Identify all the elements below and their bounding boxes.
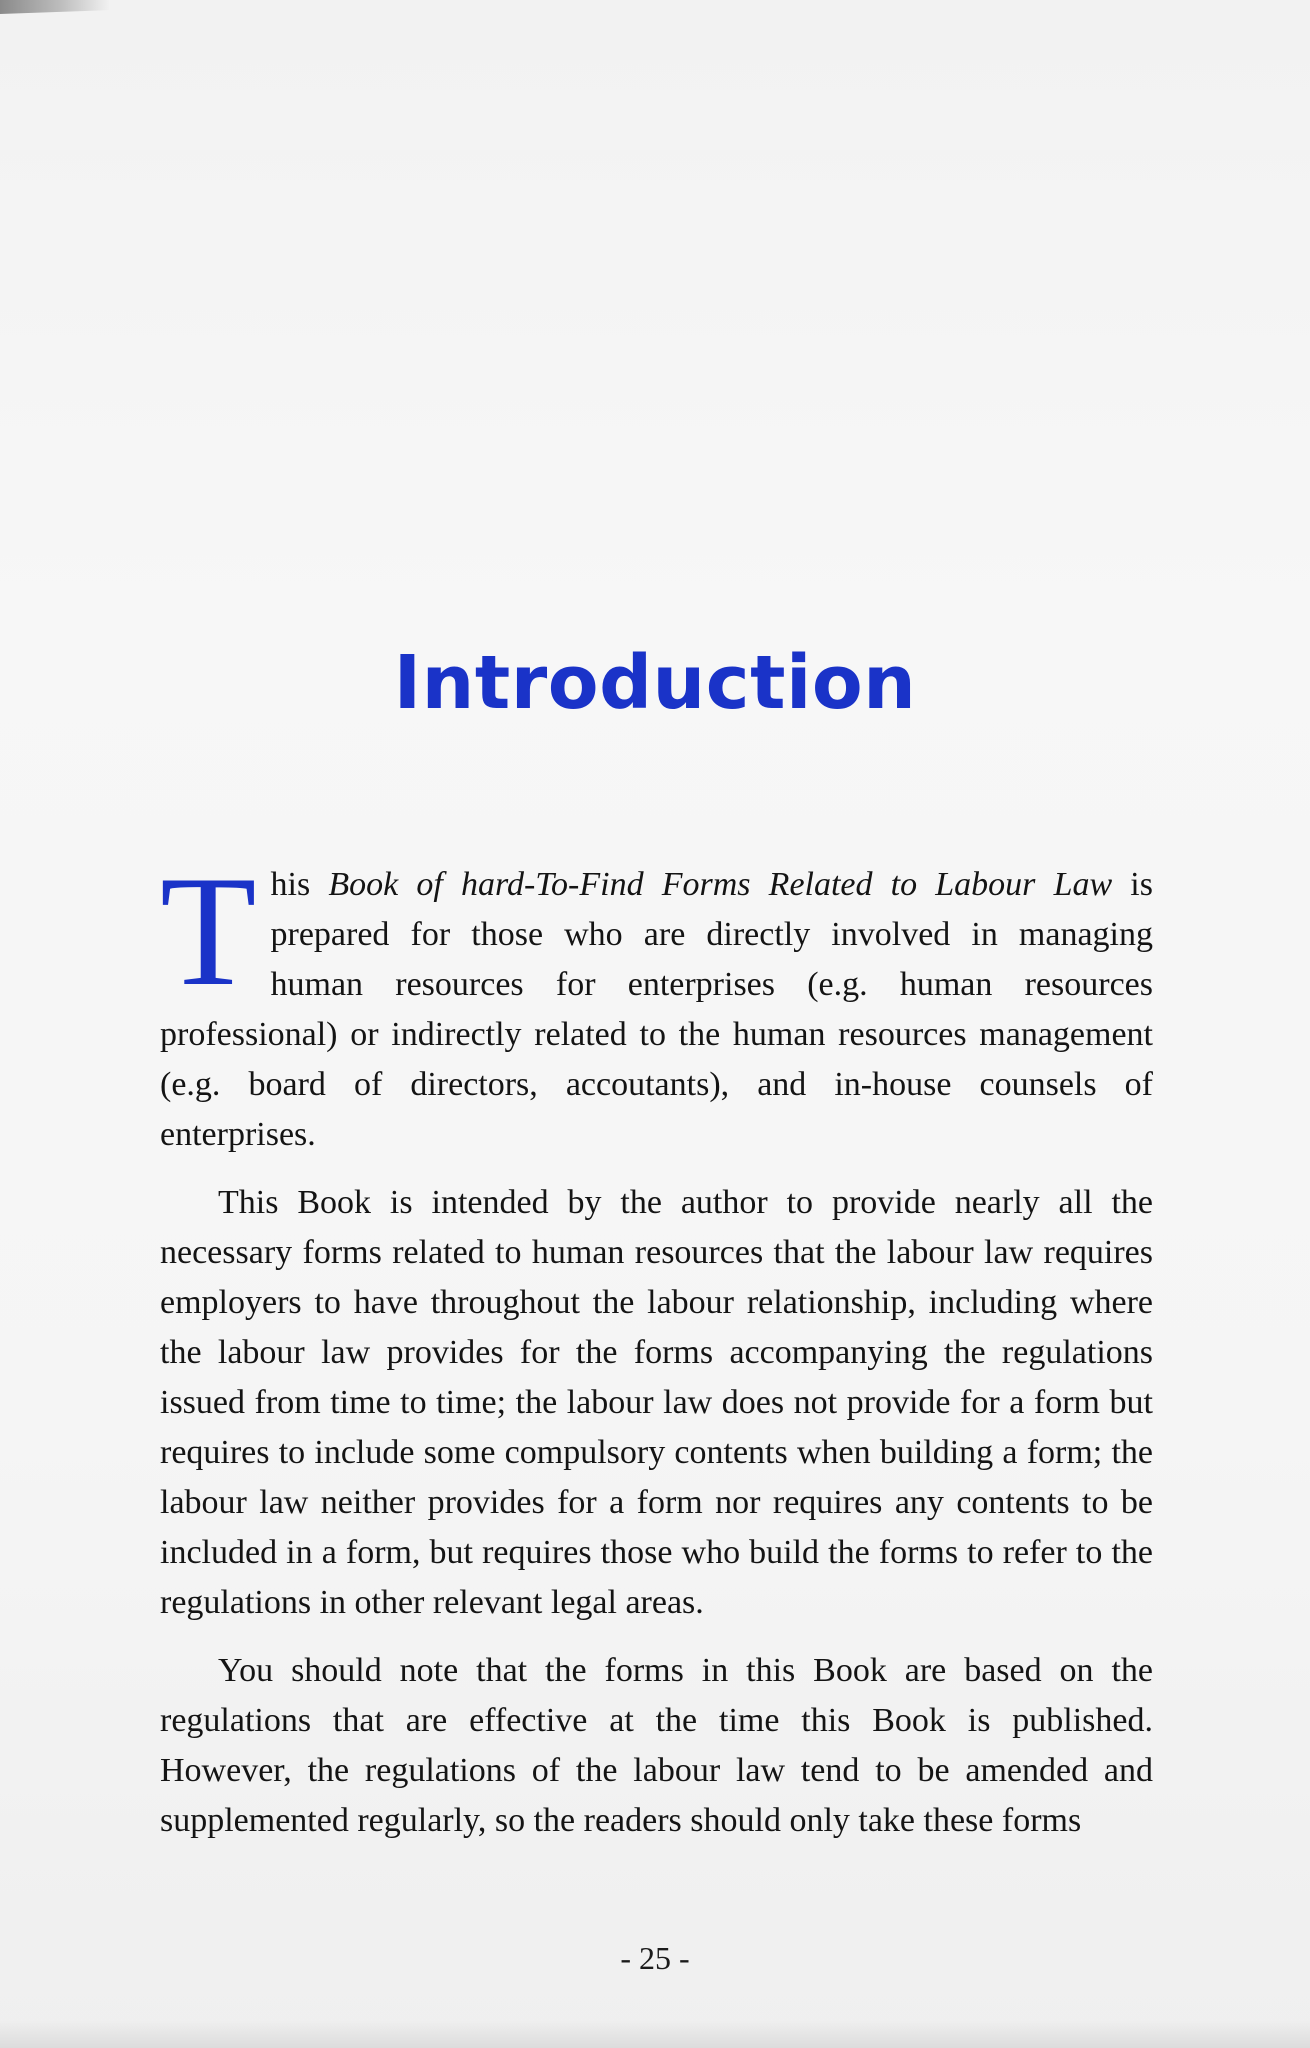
intro-paragraph-3: You should note that the forms in this Book are based on the regulations that are effective at the time this Book is published. However, the regulations of the labour law tend to be amended and supplemented regularly, so the readers should only take these forms: [160, 1652, 1153, 1839]
drop-cap-letter: T: [160, 844, 257, 1019]
intro-paragraph-1: [160, 844, 1153, 1160]
paragraph-lead: his: [270, 866, 329, 903]
body-text: [160, 844, 1153, 1864]
page-number: - 25 -: [620, 1940, 690, 1976]
intro-paragraph-2: This Book is intended by the author to provide nearly all the necessary forms related to human resources that the labour law requires employers to have throughout the labour relationship, including where the labour law provides for the forms accompanying the regulations issued from time to time; the labour law does not provide for a form but requires to include some compulsory contents when building a form; the labour law neither provides for a form nor requires any contents to be included in a form, but requires those who build the forms to refer to the regulations in other relevant legal areas.: [160, 1184, 1153, 1621]
page-bottom-edge: [0, 2020, 1310, 2048]
page-title: Introduction: [393, 640, 917, 726]
paragraph-rest: is prepared for those who are directly involved in managing human resources for enterprises (e.g. human resources professional) or indirectly related to the human resources management (e.g. board of directors, accoutants), and in-house counsels of enterprises.: [160, 866, 1153, 1153]
page-corner-shadow: [0, 0, 110, 14]
book-title-italic: Book of hard-To-Find Forms Related to Labour Law: [328, 866, 1113, 903]
